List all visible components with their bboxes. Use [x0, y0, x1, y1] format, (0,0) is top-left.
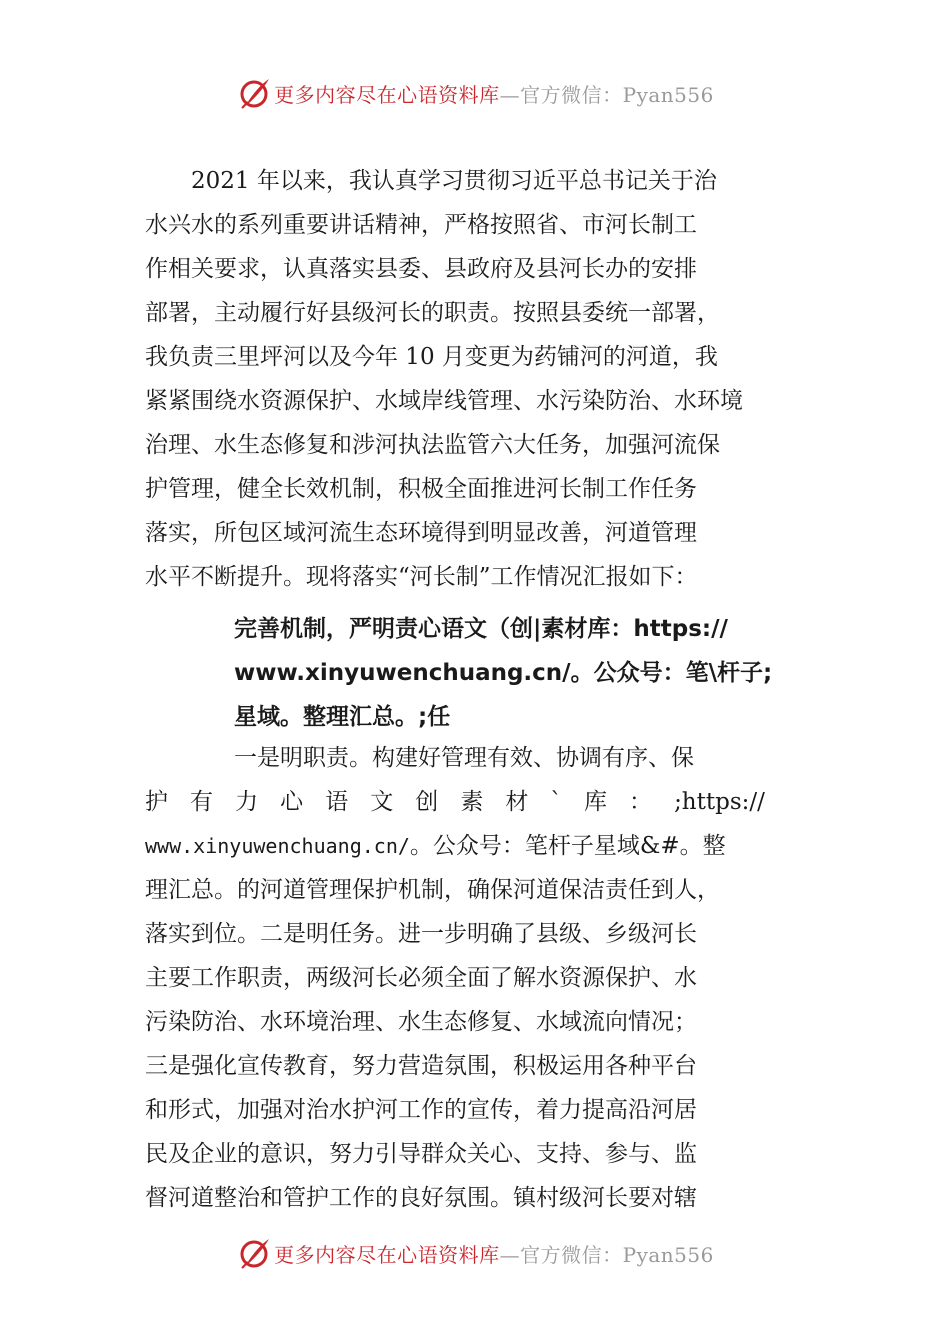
text-line: 污染防治、水环境治理、水生态修复、水域流向情况；: [145, 1009, 697, 1035]
spaced-char: 心: [280, 789, 304, 815]
spaced-char: 文: [370, 789, 394, 815]
banner-wechat-text: —官方微信：Pyan556: [499, 1242, 714, 1267]
text-line: 作相关要求，认真落实县委、县政府及县河长办的安排: [145, 256, 697, 282]
spaced-char: 有: [190, 789, 214, 815]
banner-wechat-text: —官方微信：Pyan556: [499, 82, 714, 107]
header-banner-text: [274, 79, 714, 108]
spaced-char: ;https://: [674, 789, 765, 815]
spaced-char: ：: [629, 789, 653, 815]
header-banner: [0, 71, 950, 115]
text-line: 落实到位。二是明任务。进一步明确了县级、乡级河长: [145, 921, 697, 947]
text-line: 护管理，健全长效机制，积极全面推进河长制工作任务: [145, 476, 697, 502]
text-line: 和形式，加强对治水护河工作的宣传，着力提高沿河居: [145, 1097, 697, 1123]
url-text: www.xinyuwenchuang.cn/: [145, 834, 410, 858]
footer-banner-text: [274, 1239, 714, 1268]
spaced-char: 力: [235, 789, 259, 815]
paragraph-duties: [145, 736, 785, 1220]
banner-main-text: 更多内容尽在心语资料库: [274, 82, 500, 107]
text-line: 主要工作职责，两级河长必须全面了解水资源保护、水: [145, 965, 697, 991]
text-line: 三是强化宣传教育，努力营造氛围，积极运用各种平台: [145, 1053, 697, 1079]
text-line: 治理、水生态修复和涉河执法监管六大任务，加强河流保: [145, 432, 720, 458]
text-line: 部署，主动履行好县级河长的职责。按照县委统一部署，: [145, 300, 720, 326]
text-line: 落实，所包区域河流生态环境得到明显改善，河道管理: [145, 520, 697, 546]
spaced-char: 语: [325, 789, 349, 815]
text-line: [145, 824, 785, 868]
spaced-char: 护: [145, 789, 168, 815]
paragraph-intro: [145, 159, 785, 599]
text-line: 2021 年以来，我认真学习贯彻习近平总书记关于治: [191, 168, 717, 194]
section-heading: [234, 608, 874, 740]
text-line: 水兴水的系列重要讲话精神，严格按照省、市河长制工: [145, 212, 697, 238]
text-line: 我负责三里坪河以及今年 10 月变更为药铺河的河道，我: [145, 344, 718, 370]
spaced-char: 材: [505, 789, 529, 815]
text-line-spaced: [145, 780, 765, 824]
heading-line: 完善机制，严明责心语文（创|素材库：https://: [234, 616, 728, 642]
heading-line: 星域。整理汇总。;任: [234, 704, 451, 730]
text-line: 一是明职责。构建好管理有效、协调有序、保: [234, 745, 694, 771]
text-line: 理汇总。的河道管理保护机制，确保河道保洁责任到人，: [145, 877, 720, 903]
text-line: 民及企业的意识，努力引导群众关心、支持、参与、监: [145, 1141, 697, 1167]
footer-banner: [0, 1231, 950, 1275]
text-line: 督河道整治和管护工作的良好氛围。镇村级河长要对辖: [145, 1185, 697, 1211]
text-segment: 。公众号：笔杆子星域&#。整: [409, 833, 726, 859]
quill-circle-logo-icon: [236, 1235, 272, 1271]
text-line: 水平不断提升。现将落实“河长制”工作情况汇报如下：: [145, 564, 698, 590]
banner-main-text: 更多内容尽在心语资料库: [274, 1242, 500, 1267]
heading-line: www.xinyuwenchuang.cn/。公众号：笔\杆子;: [234, 660, 773, 686]
spaced-char: `: [550, 789, 562, 815]
spaced-char: 素: [460, 789, 484, 815]
spaced-char: 库: [583, 789, 607, 815]
text-line: 紧紧围绕水资源保护、水域岸线管理、水污染防治、水环境: [145, 388, 743, 414]
spaced-char: 创: [415, 789, 439, 815]
quill-circle-logo-icon: [236, 75, 272, 111]
